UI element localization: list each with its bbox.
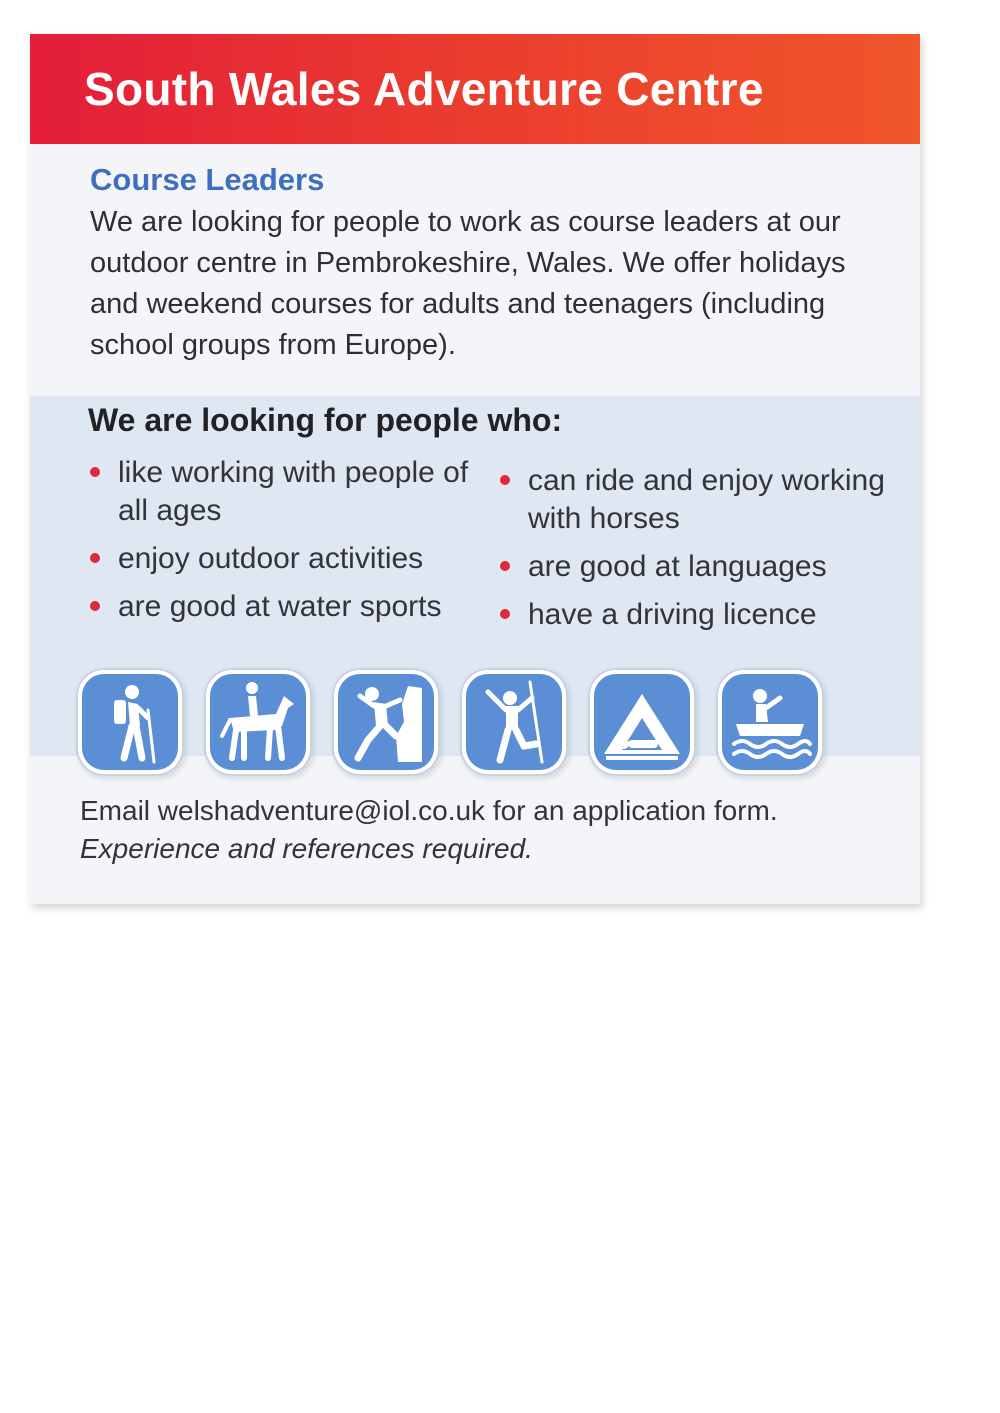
list-item xyxy=(88,540,498,578)
bullet-icon xyxy=(500,561,510,571)
page-title: South Wales Adventure Centre xyxy=(84,63,764,115)
water-sports-icon xyxy=(722,674,818,770)
activity-icons xyxy=(82,674,842,774)
criteria-heading: We are looking for people who: xyxy=(88,402,563,438)
criteria-list-right xyxy=(498,462,918,644)
intro-paragraph: We are looking for people to work as course leaders at our outdoor centre in Pembrokeshire, Wales. We offer holidays and weekend courses for adults and teenagers (including school groups from Europe). xyxy=(90,206,846,361)
list-item-text: are good at languages xyxy=(528,550,827,583)
list-item-text: have a driving licence xyxy=(528,598,817,631)
requirements-note: Experience and references required. xyxy=(80,833,533,864)
bullet-icon xyxy=(90,553,100,563)
title-banner xyxy=(30,34,920,144)
list-item-text: enjoy outdoor activities xyxy=(118,542,424,575)
list-item xyxy=(88,454,498,530)
footer xyxy=(80,792,900,868)
hiking-icon xyxy=(82,674,178,770)
list-item-text: are good at water sports xyxy=(118,590,442,623)
advert-card xyxy=(30,34,920,904)
bullet-icon xyxy=(90,601,100,611)
list-item-text: can ride and enjoy working with horses xyxy=(528,464,885,535)
bullet-icon xyxy=(500,475,510,485)
criteria-list-left xyxy=(88,454,498,636)
list-item xyxy=(498,548,918,586)
camping-icon xyxy=(594,674,690,770)
list-item xyxy=(88,588,498,626)
bullet-icon xyxy=(500,609,510,619)
horse-riding-icon xyxy=(210,674,306,770)
list-item xyxy=(498,462,918,538)
climbing-icon xyxy=(338,674,434,770)
abseiling-icon xyxy=(466,674,562,770)
section-heading: Course Leaders xyxy=(90,162,325,197)
bullet-icon xyxy=(90,467,100,477)
list-item-text: like working with people of all ages xyxy=(118,456,469,527)
intro-section xyxy=(90,162,890,366)
contact-email-line: Email welshadventure@iol.co.uk for an application form. xyxy=(80,795,778,826)
list-item xyxy=(498,596,918,634)
